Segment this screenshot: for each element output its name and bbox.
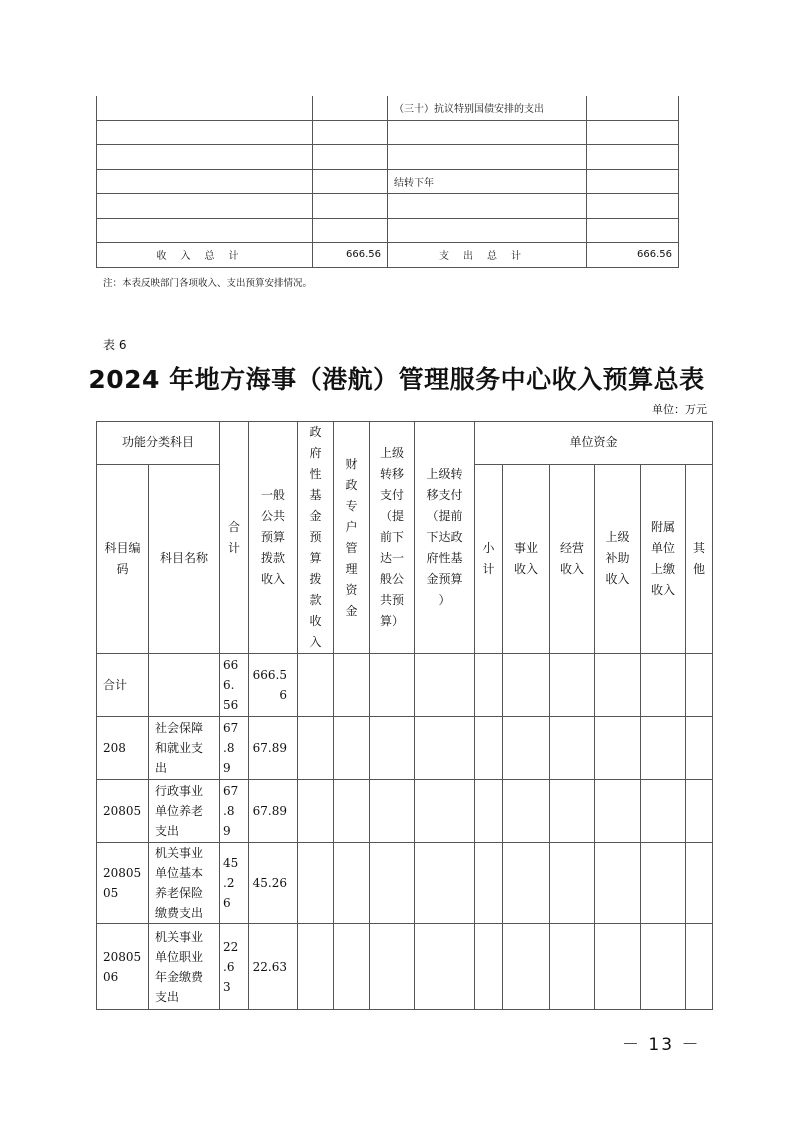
table-number: 表 6 bbox=[103, 338, 127, 352]
table-note: 注：本表反映部门各项收入、支出预算安排情况。 bbox=[103, 278, 313, 289]
cell-empty bbox=[595, 924, 641, 1010]
cell-empty bbox=[298, 717, 334, 780]
cell-empty bbox=[370, 780, 415, 843]
page-title: 2024 年地方海事（港航）管理服务中心收入预算总表 bbox=[88, 365, 705, 394]
cell-empty bbox=[334, 843, 370, 924]
summary-income-value bbox=[313, 145, 388, 170]
cell-empty bbox=[334, 717, 370, 780]
summary-income-value bbox=[313, 120, 388, 145]
summary-expense-label bbox=[388, 194, 587, 219]
summary-income-value bbox=[313, 194, 388, 219]
cell-empty bbox=[475, 717, 503, 780]
summary-expense-value bbox=[587, 194, 679, 219]
cell-general-public: 67.89 bbox=[249, 780, 298, 843]
table-row bbox=[97, 843, 713, 924]
cell-empty bbox=[503, 717, 550, 780]
cell-empty bbox=[370, 717, 415, 780]
summary-row bbox=[97, 218, 679, 243]
cell-empty bbox=[475, 924, 503, 1010]
cell-empty bbox=[641, 717, 686, 780]
summary-income-label bbox=[97, 169, 313, 194]
cell-code: 20805 bbox=[97, 780, 149, 843]
header-business-income: 事业 收入 bbox=[503, 464, 550, 653]
cell-empty bbox=[503, 924, 550, 1010]
summary-expense-value bbox=[587, 120, 679, 145]
cell-total: 66 6. 56 bbox=[220, 654, 249, 717]
header-operating-income: 经营 收入 bbox=[550, 464, 595, 653]
cell-empty bbox=[370, 924, 415, 1010]
table-row bbox=[97, 780, 713, 843]
cell-empty bbox=[641, 780, 686, 843]
cell-empty bbox=[686, 924, 713, 1010]
summary-income-label bbox=[97, 120, 313, 145]
cell-empty bbox=[298, 780, 334, 843]
cell-name: 行政事业 单位养老 支出 bbox=[149, 780, 220, 843]
header-superior-subsidy: 上级 补助 收入 bbox=[595, 464, 641, 653]
cell-empty bbox=[298, 843, 334, 924]
cell-empty bbox=[503, 843, 550, 924]
cell-general-public: 45.26 bbox=[249, 843, 298, 924]
cell-empty bbox=[503, 654, 550, 717]
summary-expense-value bbox=[587, 169, 679, 194]
cell-empty bbox=[550, 924, 595, 1010]
summary-expense-value bbox=[587, 96, 679, 120]
summary-expense-label: 结转下年 bbox=[388, 169, 587, 194]
cell-empty bbox=[415, 780, 475, 843]
summary-row bbox=[97, 169, 679, 194]
cell-empty bbox=[503, 780, 550, 843]
cell-code: 20805 06 bbox=[97, 924, 149, 1010]
summary-expense-label: （三十）抗议特别国债安排的支出 bbox=[388, 96, 587, 120]
unit-label: 单位：万元 bbox=[652, 403, 707, 416]
cell-empty bbox=[475, 843, 503, 924]
cell-general-public: 67.89 bbox=[249, 717, 298, 780]
cell-total: 22 .6 3 bbox=[220, 924, 249, 1010]
cell-general-public: 666.5 6 bbox=[249, 654, 298, 717]
header-name: 科目名称 bbox=[149, 464, 220, 653]
summary-income-value bbox=[313, 169, 388, 194]
header-affiliated-income: 附属 单位 上缴 收入 bbox=[641, 464, 686, 653]
cell-empty bbox=[415, 654, 475, 717]
summary-row bbox=[97, 194, 679, 219]
cell-total: 67 .8 9 bbox=[220, 717, 249, 780]
table-row bbox=[97, 717, 713, 780]
cell-name: 社会保障 和就业支 出 bbox=[149, 717, 220, 780]
summary-expense-label bbox=[388, 145, 587, 170]
summary-row bbox=[97, 145, 679, 170]
total-expense-label: 支出总计 bbox=[388, 243, 587, 268]
summary-income-value bbox=[313, 218, 388, 243]
cell-total: 67 .8 9 bbox=[220, 780, 249, 843]
summary-row bbox=[97, 120, 679, 145]
cell-empty bbox=[595, 717, 641, 780]
cell-empty bbox=[550, 843, 595, 924]
header-total: 合 计 bbox=[220, 422, 249, 654]
cell-empty bbox=[415, 717, 475, 780]
header-transfer-public: 上级 转移 支付 （提 前下 达一 般公 共预 算） bbox=[370, 422, 415, 654]
summary-expense-label bbox=[388, 120, 587, 145]
cell-empty bbox=[595, 654, 641, 717]
cell-empty bbox=[298, 924, 334, 1010]
total-expense-value: 666.56 bbox=[587, 243, 679, 268]
income-budget-table bbox=[96, 421, 713, 1010]
cell-code: 20805 05 bbox=[97, 843, 149, 924]
cell-code: 合计 bbox=[97, 654, 149, 717]
cell-empty bbox=[334, 924, 370, 1010]
cell-name bbox=[149, 654, 220, 717]
table-row bbox=[97, 654, 713, 717]
table-row bbox=[97, 924, 713, 1010]
cell-empty bbox=[475, 654, 503, 717]
cell-total: 45 .2 6 bbox=[220, 843, 249, 924]
cell-empty bbox=[475, 780, 503, 843]
header-general-public: 一般 公共 预算 拨款 收入 bbox=[249, 422, 298, 654]
page-number: － 13 － bbox=[622, 1035, 701, 1055]
summary-income-label bbox=[97, 194, 313, 219]
balance-summary-table bbox=[96, 96, 679, 268]
cell-empty bbox=[550, 780, 595, 843]
cell-empty bbox=[550, 717, 595, 780]
summary-total-row bbox=[97, 243, 679, 268]
cell-name: 机关事业 单位职业 年金缴费 支出 bbox=[149, 924, 220, 1010]
cell-empty bbox=[686, 654, 713, 717]
summary-expense-value bbox=[587, 218, 679, 243]
summary-income-value bbox=[313, 96, 388, 120]
summary-row bbox=[97, 96, 679, 120]
header-unit-funds: 单位资金 bbox=[475, 422, 713, 465]
summary-expense-value bbox=[587, 145, 679, 170]
cell-code: 208 bbox=[97, 717, 149, 780]
cell-empty bbox=[550, 654, 595, 717]
cell-empty bbox=[370, 843, 415, 924]
cell-name: 机关事业 单位基本 养老保险 缴费支出 bbox=[149, 843, 220, 924]
cell-empty bbox=[298, 654, 334, 717]
cell-empty bbox=[334, 780, 370, 843]
header-func-class: 功能分类科目 bbox=[97, 422, 220, 465]
cell-empty bbox=[686, 843, 713, 924]
cell-empty bbox=[415, 843, 475, 924]
cell-empty bbox=[415, 924, 475, 1010]
header-gov-fund: 政 府 性 基 金 预 算 拨 款 收 入 bbox=[298, 422, 334, 654]
cell-empty bbox=[641, 924, 686, 1010]
summary-income-label bbox=[97, 218, 313, 243]
cell-general-public: 22.63 bbox=[249, 924, 298, 1010]
total-income-label: 收入总计 bbox=[97, 243, 313, 268]
header-fiscal-special: 财 政 专 户 管 理 资 金 bbox=[334, 422, 370, 654]
header-subtotal: 小 计 bbox=[475, 464, 503, 653]
summary-income-label bbox=[97, 145, 313, 170]
header-code: 科目编 码 bbox=[97, 464, 149, 653]
cell-empty bbox=[641, 654, 686, 717]
cell-empty bbox=[595, 843, 641, 924]
cell-empty bbox=[686, 717, 713, 780]
cell-empty bbox=[641, 843, 686, 924]
cell-empty bbox=[686, 780, 713, 843]
summary-expense-label bbox=[388, 218, 587, 243]
summary-income-label bbox=[97, 96, 313, 120]
cell-empty bbox=[370, 654, 415, 717]
header-other: 其 他 bbox=[686, 464, 713, 653]
total-income-value: 666.56 bbox=[313, 243, 388, 268]
cell-empty bbox=[595, 780, 641, 843]
cell-empty bbox=[334, 654, 370, 717]
header-transfer-fund: 上级转 移支付 （提前 下达政 府性基 金预算 ） bbox=[415, 422, 475, 654]
